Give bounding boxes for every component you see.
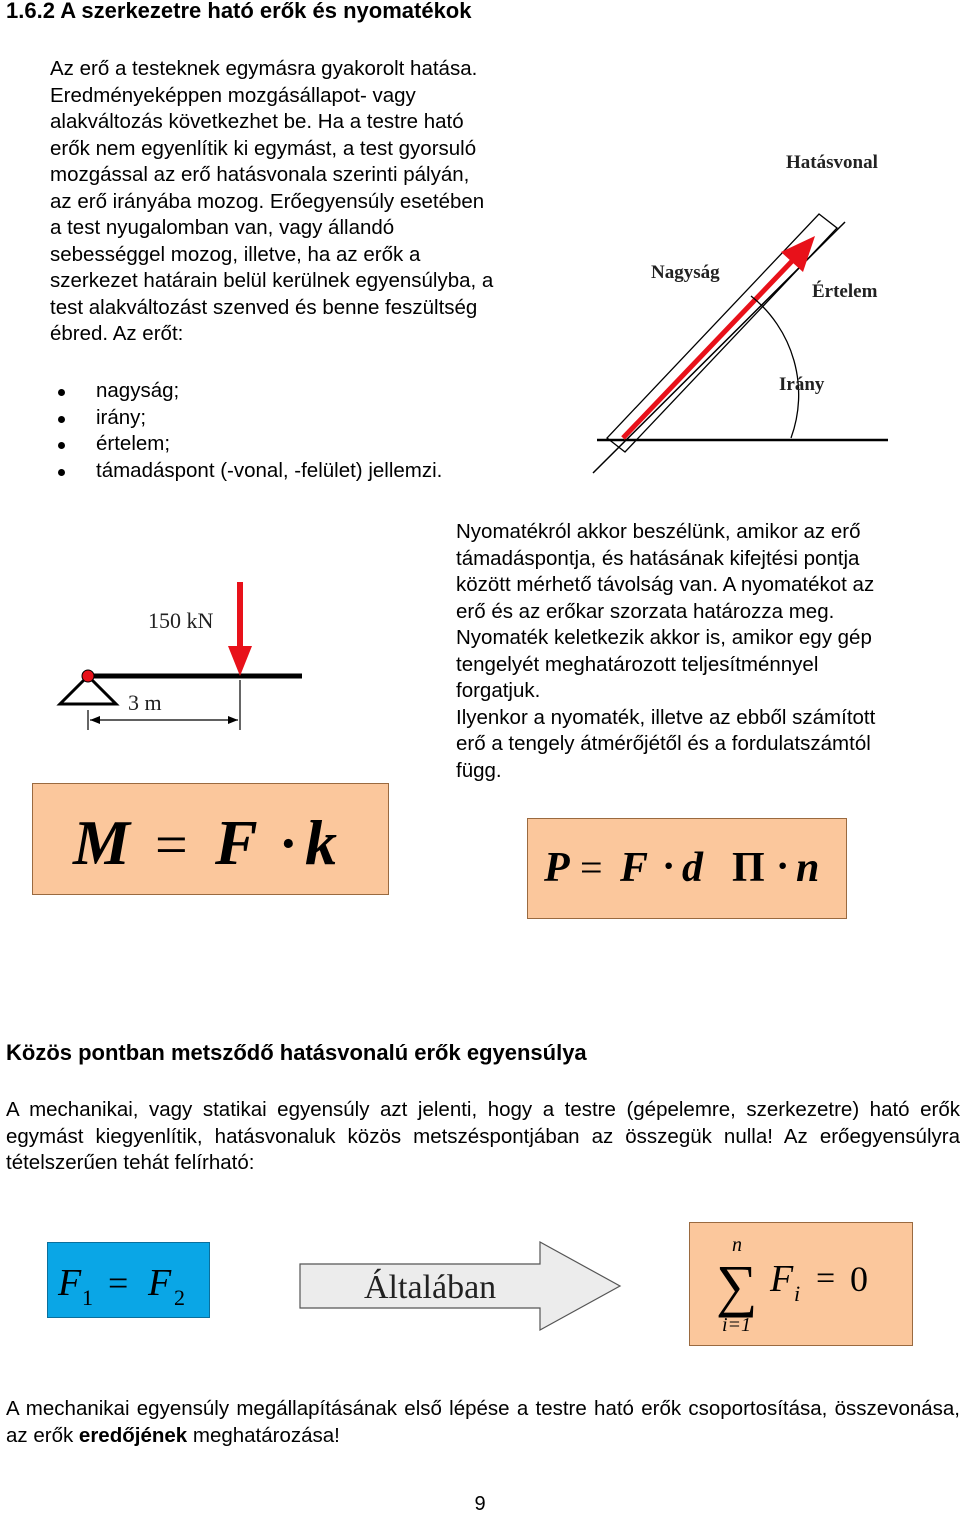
formula-equal-forces [48, 1243, 211, 1319]
intro-line: Eredményeképpen mozgásállapot- vagy [50, 83, 416, 107]
formula-power [528, 819, 848, 920]
formula-symbol: k [305, 807, 337, 878]
closing-text-end: meghatározása! [187, 1423, 340, 1447]
formula-symbol: F [215, 807, 258, 878]
formula-operator: = [580, 845, 603, 890]
force-vector-diagram [585, 140, 915, 480]
force-arrow-shaft [623, 258, 795, 438]
closing-text: A mechanikai egyensúly megállapításának első lépése a testre ható erők csoportosítása, összevonása, az erők [6, 1397, 960, 1447]
moment-paragraph [456, 519, 956, 784]
formula-operator: · [279, 813, 298, 875]
intro-line: erők nem egyenlítik ki egymást, a test gyorsuló [50, 136, 477, 160]
formula-symbol: P [544, 845, 570, 891]
dimension-arrow-right [228, 716, 238, 724]
formula-symbol: d [682, 845, 703, 891]
equilibrium-paragraph: A mechanikai, vagy statikai egyensúly azt jelenti, hogy a testre (gépelemre, szerkezetre) ható erők egymást kiegyenlítik, hatásvonaluk közös metszéspontjában az összegük nulla! Az erőegyensúlyra tételszerűen tehát felírható: [6, 1098, 960, 1174]
formula-moment [33, 784, 390, 896]
formula-operator: = [108, 1263, 129, 1303]
label-sense: Értelem [812, 281, 878, 302]
moment-line: Ilyenkor a nyomaték, illetve az ebből számított [456, 705, 876, 729]
moment-line: között mérhető távolság van. A nyomatékot az [456, 573, 875, 596]
intro-paragraph [50, 56, 570, 348]
list-item: irány; [50, 405, 442, 432]
intro-line: Az erő a testeknek egymásra gyakorolt hatása. [50, 57, 478, 80]
arm-label: 3 m [128, 690, 162, 715]
moment-line: Nyomaték keletkezik akkor is, amikor egy gép [456, 626, 872, 649]
formula-subscript: 1 [82, 1285, 93, 1310]
moment-line: erő a tengely átmérőjétől és a fordulatszámtól [456, 732, 871, 755]
intro-line: a test nyugalomban van, vagy állandó [50, 216, 395, 239]
closing-bold-term: eredőjének [78, 1423, 188, 1447]
list-item: nagyság; [50, 378, 442, 405]
list-item: támadáspont (-vonal, -felület) jellemzi. [50, 458, 442, 485]
closing-paragraph [6, 1396, 960, 1449]
formula-sum-upper: n [732, 1234, 742, 1256]
formula-operator: = [816, 1260, 836, 1297]
formula-sum-box [689, 1222, 913, 1346]
arrow-label: Általában [364, 1269, 497, 1306]
page-number: 9 [474, 1493, 486, 1515]
formula-equal-forces-box [47, 1242, 210, 1318]
moment-line: függ. [456, 758, 502, 782]
formula-sigma: ∑ [716, 1253, 758, 1318]
moment-line: Nyomatékról akkor beszélünk, amikor az erő [456, 520, 861, 543]
label-direction: Irány [779, 374, 825, 395]
moment-line: támadáspontja, és hatásának kifejtési pontja [456, 546, 860, 570]
formula-subscript: 2 [174, 1285, 185, 1310]
label-line-of-action: Hatásvonal [786, 152, 878, 173]
support-pin [82, 670, 94, 682]
formula-power-box [527, 818, 847, 919]
moment-line: tengelyét meghatározott teljesítménnyel [456, 652, 819, 676]
formula-symbol: Π [732, 845, 765, 891]
formula-symbol: F [148, 1262, 172, 1304]
equilibrium-heading: Közös pontban metsződő hatásvonalú erők egyensúlya [6, 1040, 587, 1065]
formula-operator: = [155, 812, 188, 877]
intro-line: alakváltozás következhet be. Ha a testre ható [50, 110, 464, 133]
formula-operator: · [776, 843, 790, 888]
formula-operator: · [662, 843, 676, 888]
formula-symbol: 0 [850, 1259, 868, 1299]
force-label: 150 kN [148, 608, 214, 633]
section-heading: 1.6.2 A szerkezetre ható erők és nyomatékok [6, 0, 472, 23]
formula-sum-lower: i=1 [722, 1314, 752, 1336]
formula-symbol: F [770, 1258, 794, 1300]
formula-symbol: n [796, 845, 820, 891]
moment-line: forgatjuk. [456, 679, 541, 702]
moment-line: erő és az erőkar szorzata határozza meg. [456, 599, 835, 623]
formula-symbol: F [620, 845, 649, 891]
label-magnitude: Nagyság [651, 262, 720, 283]
moment-beam-diagram [50, 580, 310, 740]
load-arrow-head [228, 646, 252, 676]
formula-moment-box [32, 783, 389, 895]
intro-line: szerkezet határain belül kerülnek egyensúlyba, a [50, 269, 494, 292]
intro-line: mozgással az erő hatásvonala szerinti pályán, [50, 163, 470, 186]
list-item: értelem; [50, 431, 442, 458]
formula-subscript: i [794, 1281, 801, 1306]
dimension-arrow-left [90, 716, 100, 724]
formula-sum [690, 1223, 914, 1347]
formula-symbol: M [73, 807, 130, 878]
angle-arc [751, 296, 799, 438]
intro-line: az erő irányába mozog. Erőegyensúly esetében [50, 189, 485, 213]
intro-line: test alakváltozást szenved és benne feszültség [50, 295, 478, 319]
force-properties-list [50, 378, 442, 484]
generalization-arrow [296, 1238, 626, 1334]
formula-symbol: F [58, 1262, 82, 1304]
intro-line: ébred. Az erőt: [50, 322, 184, 345]
intro-line: sebességgel mozog, illetve, ha az erők a [50, 242, 421, 266]
